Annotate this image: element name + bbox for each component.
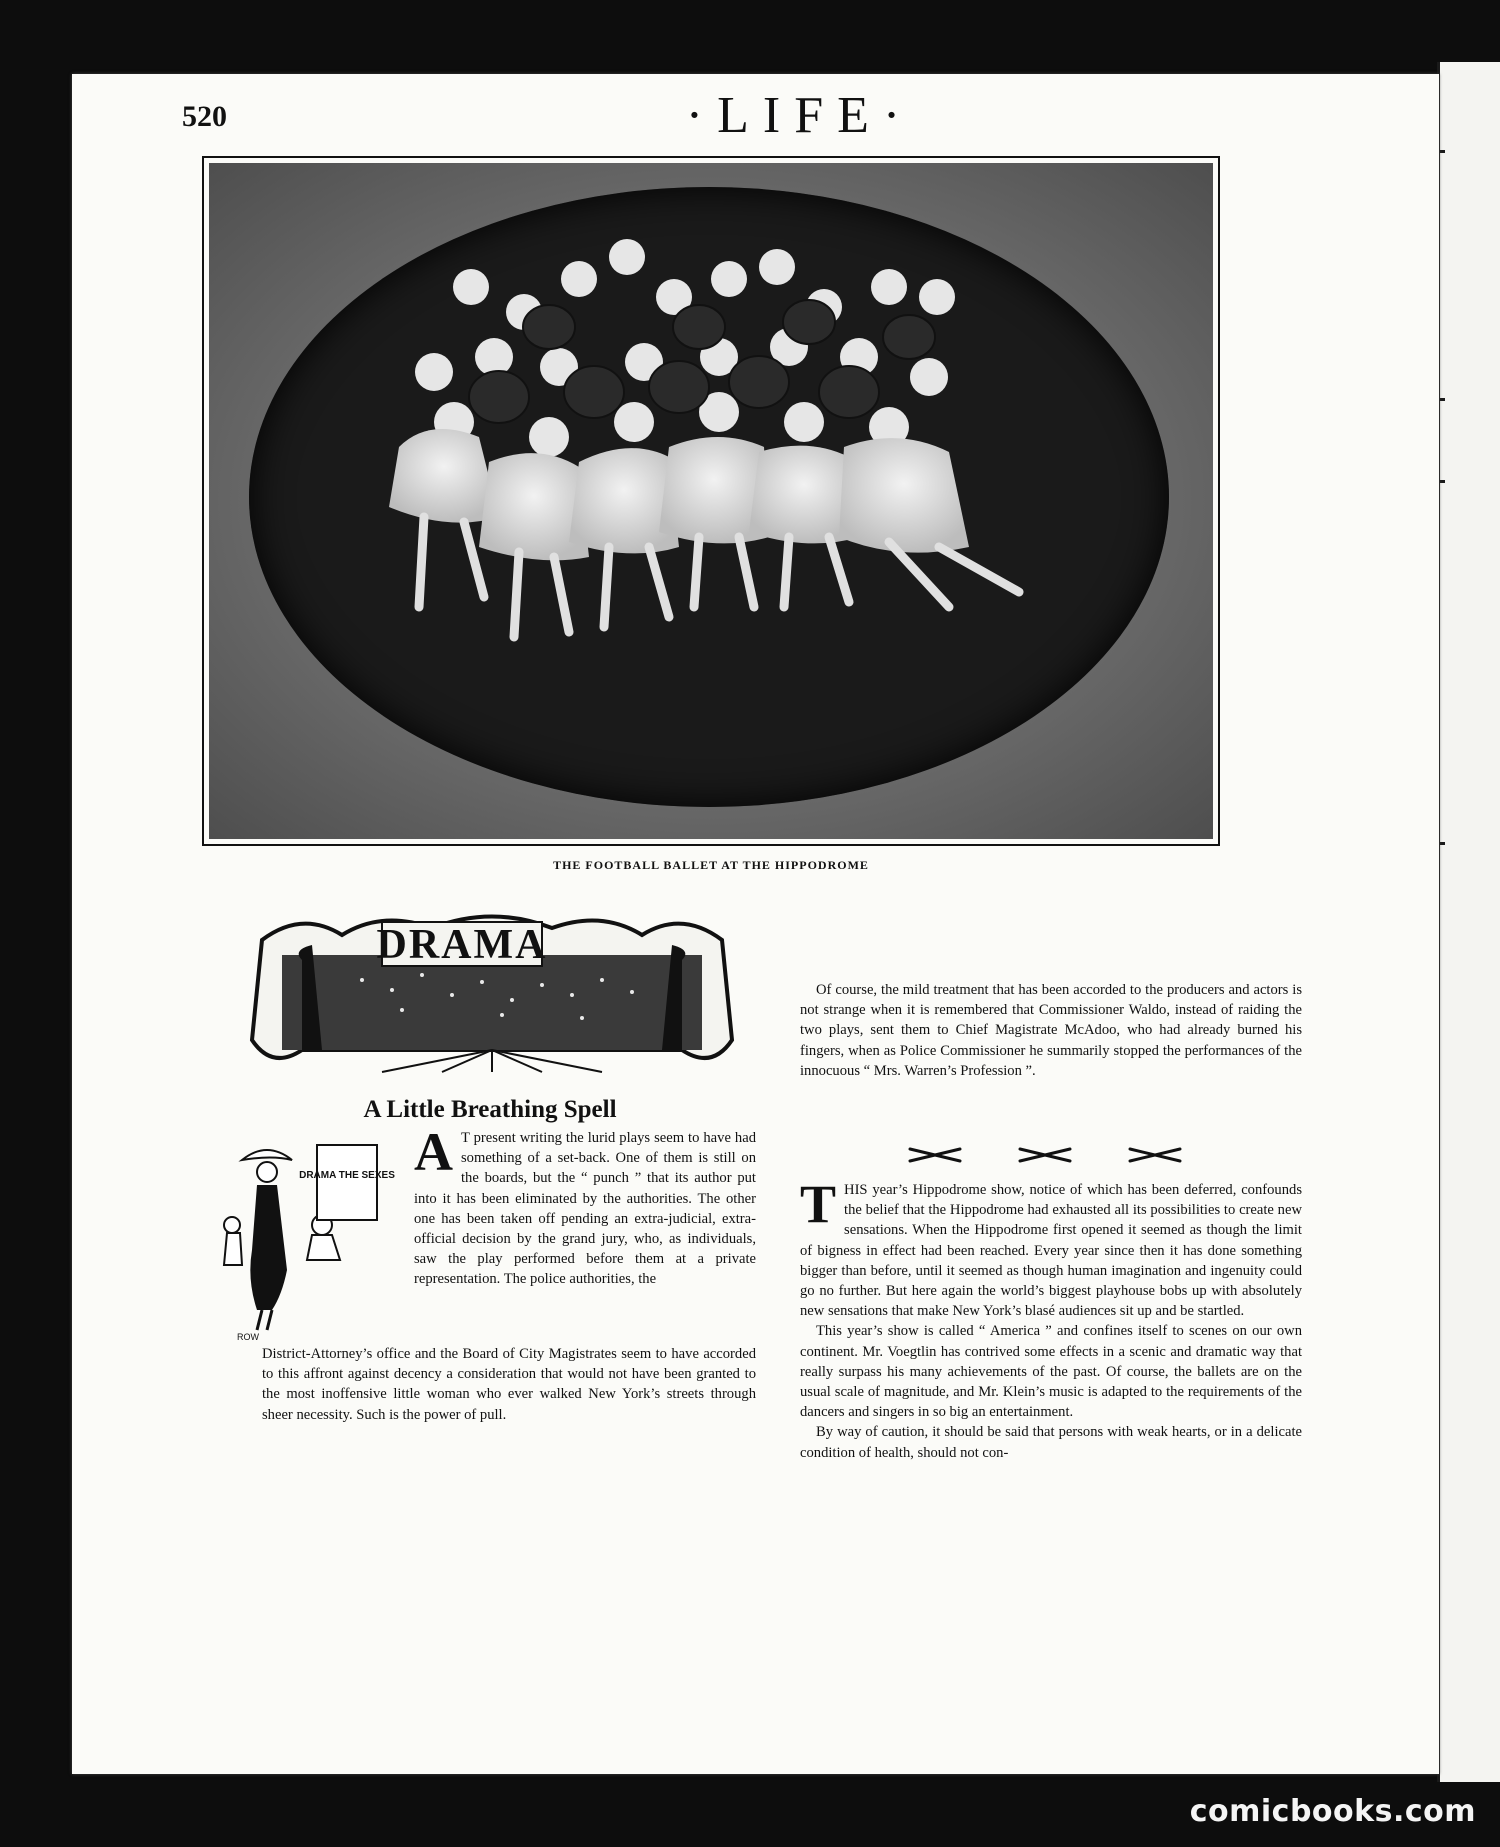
section-separator (900, 1143, 1200, 1167)
drama-banner-art (242, 900, 742, 1075)
source-watermark: comicbooks.com (1189, 1794, 1476, 1829)
article-left-full-column (262, 1344, 756, 1425)
article-right-fourth-paragraph: By way of caution, it should be said that persons with weak hearts, or in a delicate condition of health, should not con- (800, 1424, 1302, 1461)
mother-children-sketch (212, 1130, 402, 1345)
article-left-full-text: District-Attorney’s office and the Board of City Magistrates seem to have accorded to this affront against decency a consideration that would not have been granted to the most inoffensive little woman who ever walked New York’s streets through sheer necessity. Such is the power of pull. (262, 1346, 756, 1423)
football-ballet-photo (209, 163, 1213, 839)
page-number: 520 (182, 100, 227, 133)
article-left-wrap-text: T present writing the lurid plays seem to have had something of a set-back. One of them is still on the boards, but the “ punch ” that its author put into it has been eliminated by the authorities. The other one has been taken off pending an extra-judicial, extra-official decision by the grand jury, who, as individuals, saw the play performed before them at a private representation. The police authorities, the (414, 1130, 756, 1288)
sketch-signature: ROW (237, 1332, 259, 1342)
article-right-column-bottom (800, 1174, 1302, 1463)
sketch-sign-text: DRAMA THE SEXES (299, 1170, 395, 1181)
crossed-swords-ornament (900, 1143, 1200, 1167)
adjacent-page-edge (1437, 62, 1500, 1782)
photo-oval-vignette (249, 187, 1169, 807)
article-left-wrapped-column (414, 1122, 756, 1290)
article-heading: A Little Breathing Spell (363, 1096, 617, 1123)
dancers-illustration (249, 187, 1169, 807)
masthead-title: ·LIFE· (685, 87, 915, 144)
photo-caption: THE FOOTBALL BALLET AT THE HIPPODROME (553, 858, 869, 872)
article-right-column-top (800, 980, 1302, 1081)
article-right-dropcap: T (800, 1174, 837, 1234)
drama-banner-illustration (242, 900, 742, 1075)
article-right-third-paragraph: This year’s show is called “ America ” and confines itself to scenes on our own continent. Mr. Voegtlin has contrived some effects in a scenic and dramatic way that really surpass his many achievements of the past. Of course, the ballets are on the usual scale of magnitude, and Mr. Klein’s music is adapted to the requirements of the dancers and singers in so big an entertainment. (800, 1323, 1302, 1421)
sketch-art (212, 1130, 402, 1345)
drama-banner-title: DRAMA (376, 922, 548, 968)
photo-frame (202, 156, 1220, 846)
article-right-first-paragraph: Of course, the mild treatment that has been accorded to the producers and actors is not strange when it is remembered that Commissioner Waldo, instead of raiding the two plays, sent them to Chief Magistrate McAdoo, who had already burned his fingers, when as Police Commissioner he summarily stopped the performances of the innocuous “ Mrs. Warren’s Profession ”. (800, 982, 1302, 1079)
article-dropcap: A (414, 1122, 453, 1182)
article-right-second-paragraph: HIS year’s Hippodrome show, notice of which has been deferred, confounds the belief that the Hippodrome had exhausted all its possibilities to create new sensations. When the Hippodrome first opened it seemed as though the limit of bigness in effect had been reached. Every year since then it has done something bigger than before, until it seemed as though human imagination and ingenuity could go no further. But here again the world’s biggest playhouse bobs up with absolutely new sensations that make New York’s blasé audiences sit up and be startled. (800, 1182, 1302, 1320)
